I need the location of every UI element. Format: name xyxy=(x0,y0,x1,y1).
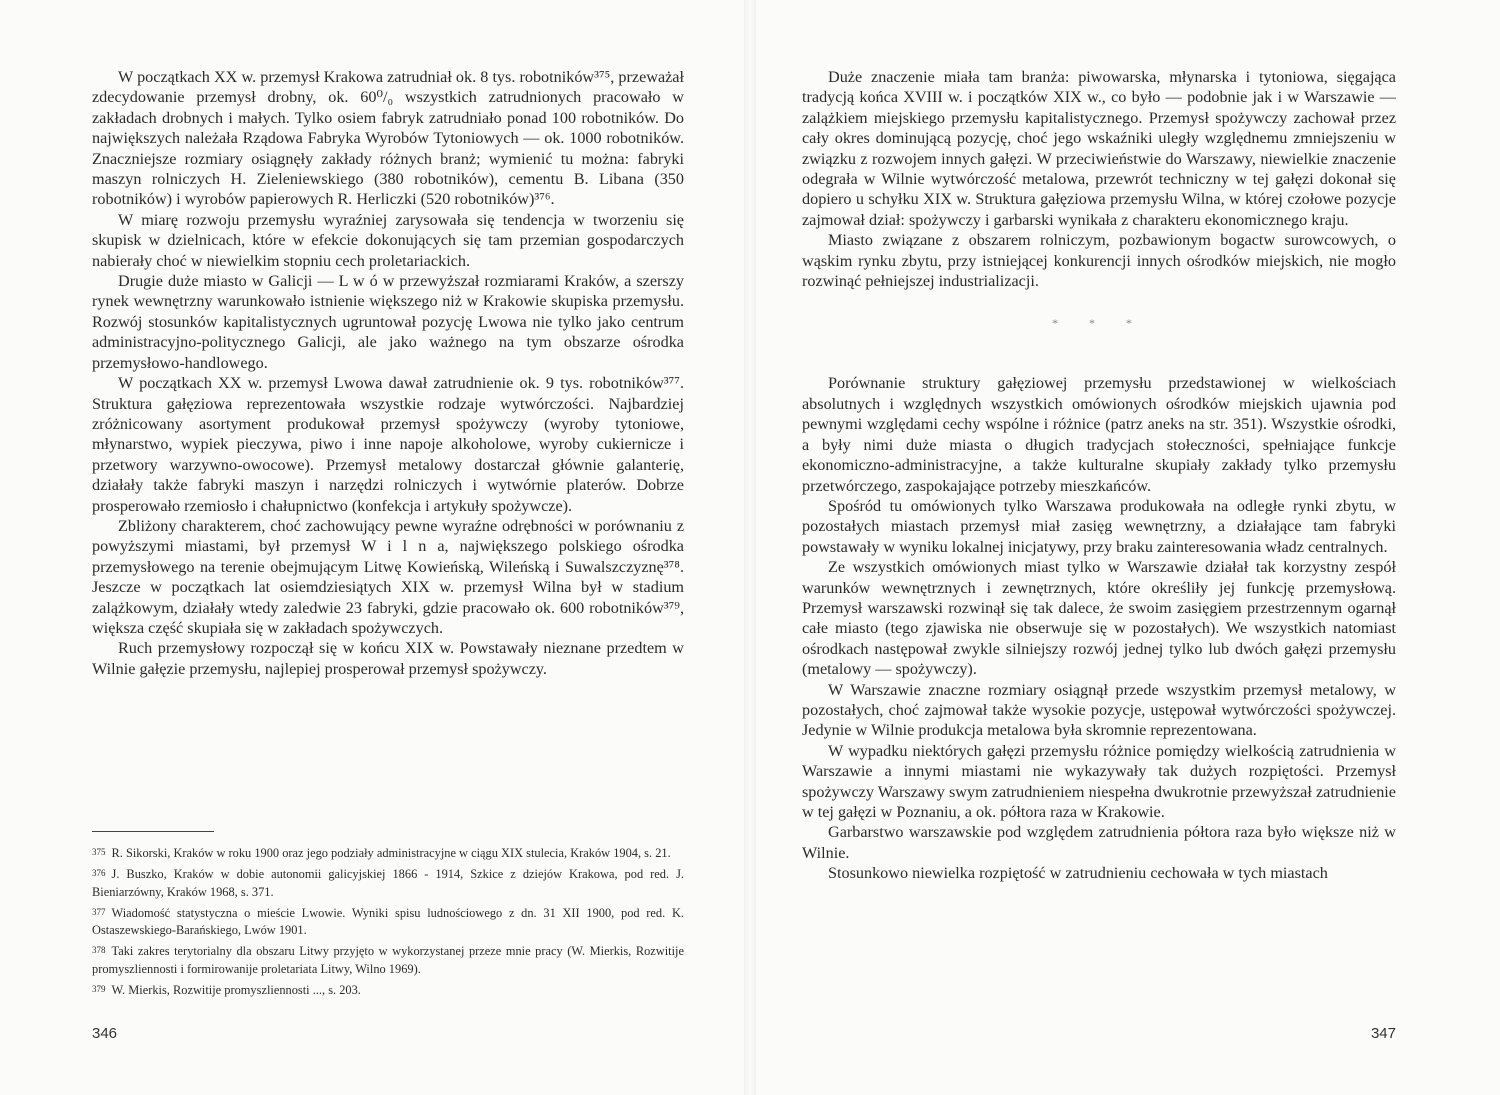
paragraph: Porównanie struktury gałęziowej przemysłu przedstawionej w wielkościach absolutnych i względnych wszystkich omówionych ośrodków miejskich ujawnia pod pewnymi względami cechy wspólne i różnice (patrz aneks na str. 351). Wszystkie ośrodki, a były nimi duże miasta o długich tradycjach stołeczności, spełniające funkcje ekonomiczno-administracyjne, a także kulturalne skupiały zakłady tylko przemysłu przetwórczego, zaspokajające potrzeby mieszkańców. xyxy=(802,374,1396,495)
footnote-number: 377 xyxy=(92,906,106,917)
footnote-text: R. Sikorski, Kraków w roku 1900 oraz jego podziały administracyjne w ciągu XIX stulecia, Kraków 1904, s. 21. xyxy=(111,846,671,860)
footnote xyxy=(92,865,684,901)
paragraph: W początkach XX w. przemysł Krakowa zatrudniał ok. 8 tys. robotników³⁷⁵, przeważał zdecydowanie przemysł drobny, ok. 60⁰/₀ wszystkich zatrudnionych pracowało w zakładach drobnych i małych. Tylko osiem fabryk zatrudniało ponad 100 robotników. Do największych należała Rządowa Fabryka Wyrobów Tytoniowych — ok. 1000 robotników. Znaczniejsze rozmiary osiągnęły zakłady różnych branż; wymienić tu można: fabryki maszyn rolniczych H. Zieleniewskiego (380 robotników), cementu B. Libana (350 robotników) i wyrobów papierowych R. Herliczki (520 robotników)³⁷⁶. xyxy=(92,68,684,209)
left-page-body xyxy=(92,67,684,679)
footnote-rule xyxy=(92,831,214,832)
page-number: 346 xyxy=(92,1025,118,1042)
paragraph: W początkach XX w. przemysł Lwowa dawał zatrudnienie ok. 9 tys. robotników³⁷⁷. Struktura gałęziowa reprezentowała wszystkie rodzaje wytwórczości. Najbardziej zróżnicowany asortyment produkował przemysł spożywczy (wyroby tytoniowe, młynarstwo, wypiek pieczywa, piwo i inne napoje alkoholowe, wyroby cukiernicze i przetwory warzywno-owocowe). Przemysł metalowy dostarczał głównie galanterię, działały także fabryki maszyn i narzędzi rolniczych i wytwórnie platerów. Dobrze prosperowało rzemiosło i chałupnictwo (konfekcja i artykuły spożywcze). xyxy=(92,374,684,515)
right-page-body xyxy=(802,67,1396,884)
right-page xyxy=(750,0,1500,1095)
footnote-text: Taki zakres terytorialny dla obszaru Litwy przyjęto w wykorzystanej przeze mnie pracy (W. Mierkis, Rozwitije promyszliennosti i formirowanije proletariata Litwy, Wilno 1969). xyxy=(92,944,684,976)
paragraph: Miasto związane z obszarem rolniczym, pozbawionym bogactw surowcowych, o wąskim rynku zbytu, przy istniejącej konkurencji innych ośrodków miejskich, nie mogło rozwinąć pełniejszej industrializacji. xyxy=(802,231,1396,291)
asterism: * * * xyxy=(1052,316,1146,331)
paragraph: Ze wszystkich omówionych miast tylko w Warszawie działał tak korzystny zespół warunków wewnętrznych i zewnętrznych, które określiły jej funkcję przemysłową. Przemysł warszawski rozwinął się tak dalece, że swoim zasięgiem przestrzennym ogarnął całe miasto (tego zjawiska nie obserwuje się w pozostałych). We wszystkich natomiast ośrodkach następował zwykle silniejszy rozwój jednej tylko lub dwóch gałęzi przemysłu (metalowy — spożywczy). xyxy=(802,558,1396,679)
paragraph: Garbarstwo warszawskie pod względem zatrudnienia półtora raza było większe niż w Wilnie. xyxy=(802,823,1396,862)
paragraph: Ruch przemysłowy rozpoczął się w końcu XIX w. Powstawały nieznane przedtem w Wilnie gałęzie przemysłu, najlepiej prosperował przemysł spożywczy. xyxy=(92,639,684,678)
section-separator xyxy=(802,291,1396,373)
paragraph: Spośród tu omówionych tylko Warszawa produkowała na odległe rynki zbytu, w pozostałych miastach przemysł miał zasięg wewnętrzny, a działające tam fabryki powstawały w wyniku lokalnej inicjatywy, przy braku zainteresowania władz centralnych. xyxy=(802,496,1396,556)
paragraph: W wypadku niektórych gałęzi przemysłu różnice pomiędzy wielkością zatrudnienia w Warszawie a innymi miastami nie wykazywały tak dużych rozpiętości. Przemysł spożywczy Warszawy swym zatrudnieniem niespełna dwukrotnie przewyższał zatrudnienie w tej gałęzi w Poznaniu, a ok. półtora raza w Krakowie. xyxy=(802,741,1396,821)
paragraph: Drugie duże miasto w Galicji — L w ó w przewyższał rozmiarami Kraków, a szerszy rynek wewnętrzny warunkowało istnienie większego niż w Krakowie skupiska przemysłu. Rozwój stosunków kapitalistycznych ugruntował pozycję Lwowa nie tylko jako centrum administracyjno-politycznego Galicji, ale jako ważnego na tym obszarze ośrodka przemysłowo-handlowego. xyxy=(92,272,684,372)
paragraph: Zbliżony charakterem, choć zachowujący pewne wyraźne odrębności w porównaniu z powyższymi miastami, był przemysł W i l n a, największego polskiego ośrodka przemysłowego na terenie obejmującym Litwę Kowieńską, Wileńską i Suwalszczyznę³⁷⁸. Jeszcze w początkach lat osiemdziesiątych XIX w. przemysł Wilna był w stadium zalążkowym, działały wtedy zaledwie 23 fabryki, gdzie pracowało ok. 600 robotników³⁷⁹, większa część skupiała się w zakładach spożywczych. xyxy=(92,516,684,637)
footnote-number: 375 xyxy=(92,847,106,857)
paragraph: W Warszawie znaczne rozmiary osiągnął przede wszystkim przemysł metalowy, w pozostałych, choć zajmował także wysokie pozycje, ustępował wytwórczości spożywczej. Jedynie w Wilnie produkcja metalowa była skromnie reprezentowana. xyxy=(802,680,1396,740)
footnote xyxy=(92,942,684,978)
paragraph: Duże znaczenie miała tam branża: piwowarska, młynarska i tytoniowa, sięgająca tradycją końca XVIII w. i początków XIX w., co było — podobnie jak i w Warszawie — zalążkiem miejskiego przemysłu kapitalistycznego. Przemysł spożywczy zachował przez cały okres dominującą pozycję, choć jego wskaźniki uległy względnemu zmniejszeniu w związku z rozwojem innych gałęzi. W przeciwieństwie do Warszawy, niewielkie znaczenie odegrała w Wilnie wytwórczość metalowa, przewrót techniczny w tej gałęzi dokonał się dopiero u schyłku XIX w. Struktura gałęziowa przemysłu Wilna, w której czołowe pozycje zajmował dział: spożywczy i garbarski wynikała z charakteru ekonomicznego kraju. xyxy=(802,68,1396,229)
paragraph: Stosunkowo niewielka rozpiętość w zatrudnieniu cechowała w tych miastach xyxy=(828,864,1328,883)
footnote-text: W. Mierkis, Rozwitije promyszliennosti ..., s. 203. xyxy=(111,983,361,998)
footnote xyxy=(92,904,684,940)
footnote-text: J. Buszko, Kraków w dobie autonomii galicyjskiej 1866 - 1914, Szkice z dziejów Krakowa, pod red. J. Bieniarzówny, Kraków 1968, s. 371. xyxy=(92,867,684,899)
footnote-number: 376 xyxy=(92,868,106,879)
page-number: 347 xyxy=(1370,1025,1396,1042)
footnote-text: Wiadomość statystyczna o mieście Lwowie. Wyniki spisu ludnościowego z dn. 31 XII 1900, pod red. K. Ostaszewskiego-Barańskiego, Lwów 1901. xyxy=(92,905,684,938)
footnote-number: 378 xyxy=(92,945,106,956)
footnote xyxy=(92,981,684,999)
footnote-number: 379 xyxy=(92,984,106,995)
footnotes xyxy=(92,844,684,1002)
footnote xyxy=(92,844,684,862)
paragraph: W miarę rozwoju przemysłu wyraźniej zarysowała się tendencja w tworzeniu się skupisk w dzielnicach, które w efekcie dokonujących się tam przemian gospodarczych nabierały choć w niewielkim stopniu cech proletariackich. xyxy=(92,210,684,270)
